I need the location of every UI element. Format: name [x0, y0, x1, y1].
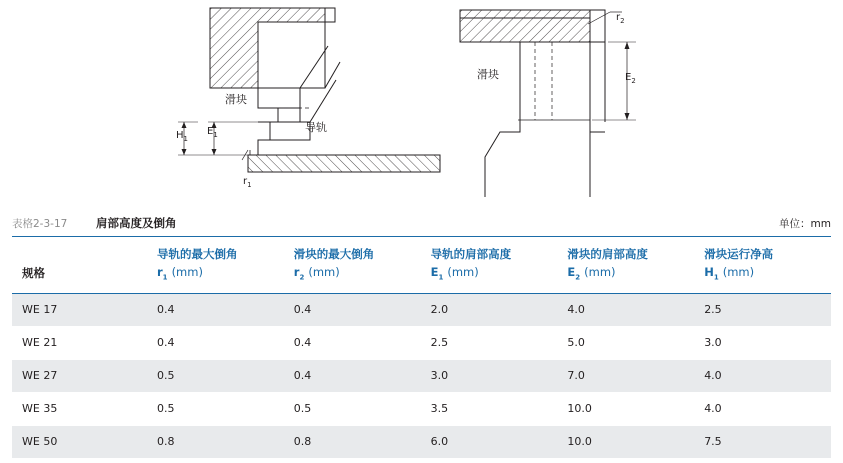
table-header-rail-max-chamfer: 导轨的最大倒角 $r_1$ (mm) [147, 237, 284, 294]
figure-left-label-e1: $E_1$ [207, 126, 218, 139]
cell-e1: 3.0 [421, 359, 558, 392]
cell-r1: 0.8 [147, 425, 284, 458]
table-row [12, 359, 831, 392]
cell-r1: 0.4 [147, 326, 284, 359]
cell-e1: 6.0 [421, 425, 558, 458]
cell-h1: 7.5 [694, 425, 831, 458]
figure-right-diagram [440, 2, 670, 202]
table-header-spec: 规格 [12, 237, 147, 294]
table-row [12, 425, 831, 458]
cell-r1: 0.5 [147, 359, 284, 392]
table-row [12, 392, 831, 425]
table-caption-number: 表格2-3-17 [12, 218, 68, 230]
cell-h1: 4.0 [694, 392, 831, 425]
cell-spec: WE 50 [12, 425, 147, 458]
cell-e2: 7.0 [557, 359, 694, 392]
cell-e1: 2.5 [421, 326, 558, 359]
table-caption-title: 肩部高度及倒角 [96, 216, 177, 230]
cell-r2: 0.5 [284, 392, 421, 425]
cell-spec: WE 21 [12, 326, 147, 359]
figure-right-label-r2: $r_2$ [616, 12, 625, 25]
cell-e2: 4.0 [557, 293, 694, 326]
table-header-rail-shoulder-height: 导轨的肩部高度 $E_1$ (mm) [421, 237, 558, 294]
figure-right-label-e2: $E_2$ [625, 72, 636, 85]
table-row [12, 293, 831, 326]
cell-e2: 5.0 [557, 326, 694, 359]
figure-right-label-slider: 滑块 [477, 68, 499, 81]
cell-r2: 0.8 [284, 425, 421, 458]
figure-area [0, 0, 843, 210]
figure-left-label-r1: $r_1$ [243, 176, 252, 189]
cell-e2: 10.0 [557, 392, 694, 425]
table-header-slider-max-chamfer: 滑块的最大倒角 $r_2$ (mm) [284, 237, 421, 294]
cell-r1: 0.5 [147, 392, 284, 425]
cell-e2: 10.0 [557, 425, 694, 458]
cell-r2: 0.4 [284, 293, 421, 326]
figure-left-label-rail: 导轨 [305, 121, 327, 134]
cell-spec: WE 35 [12, 392, 147, 425]
table-unit-note: 单位：mm [779, 218, 831, 230]
cell-spec: WE 17 [12, 293, 147, 326]
cell-e1: 3.5 [421, 392, 558, 425]
cell-h1: 4.0 [694, 359, 831, 392]
cell-r1: 0.4 [147, 293, 284, 326]
table-row [12, 326, 831, 359]
cell-h1: 2.5 [694, 293, 831, 326]
cell-e1: 2.0 [421, 293, 558, 326]
table-header-slider-shoulder-height: 滑块的肩部高度 $E_2$ (mm) [557, 237, 694, 294]
spec-table [12, 236, 831, 458]
figure-left-label-slider: 滑块 [225, 93, 247, 106]
table-header-slider-clearance-height: 滑块运行净高 $H_1$ (mm) [694, 237, 831, 294]
cell-r2: 0.4 [284, 359, 421, 392]
cell-r2: 0.4 [284, 326, 421, 359]
cell-h1: 3.0 [694, 326, 831, 359]
figure-left-label-h1: $H_1$ [176, 130, 188, 143]
table-caption [12, 210, 831, 236]
table-header-row [12, 237, 831, 294]
cell-spec: WE 27 [12, 359, 147, 392]
